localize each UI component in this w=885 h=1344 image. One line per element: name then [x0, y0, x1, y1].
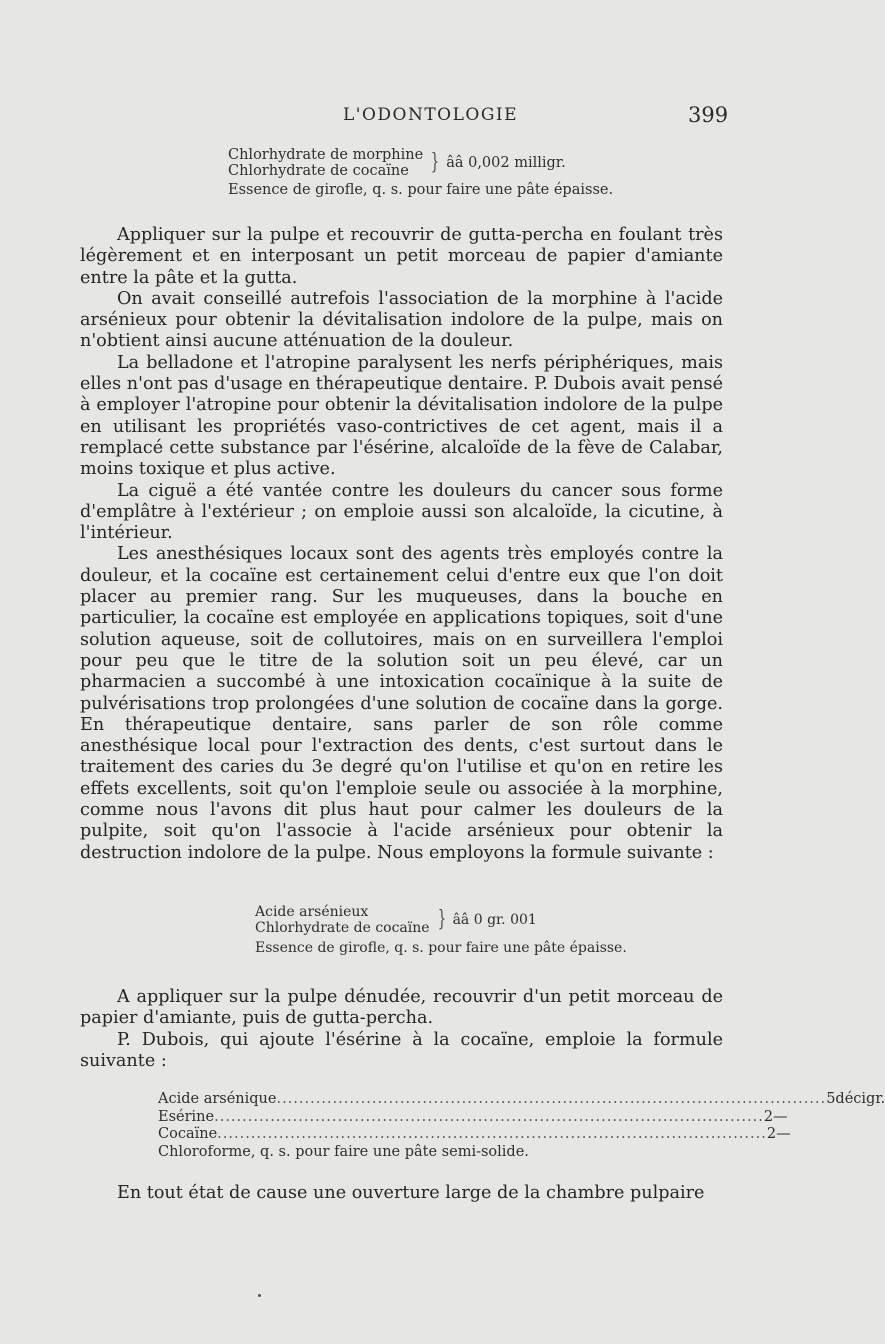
formula-instruction: Essence de girofle, q. s. pour faire une pâte épaisse.: [255, 940, 627, 956]
recipe-unit: —: [776, 1126, 791, 1142]
formula-ingredient: Chlorhydrate de morphine: [228, 147, 424, 163]
formula-instruction: Essence de girofle, q. s. pour faire une pâte épaisse.: [228, 182, 614, 198]
paper-speck: [258, 1294, 261, 1297]
brace-glyph: }: [437, 907, 446, 932]
page-header: [0, 103, 800, 133]
closing-line: En tout état de cause une ouverture large de la chambre pulpaire: [117, 1183, 705, 1203]
body-text: [80, 225, 723, 864]
recipe-row: [158, 1126, 791, 1144]
paragraph: La ciguë a été vantée contre les douleurs du cancer sous forme d'emplâtre à l'extérieur ; on emploie aussi son alcaloïde, la cicutine, à l'intérieur.: [80, 480, 723, 544]
formula-arsenic-cocaine: [255, 904, 627, 956]
recipe-unit: —: [773, 1108, 788, 1125]
leader-dots: ..................................................................................................: [276, 1091, 827, 1107]
running-title: L'ODONTOLOGIE: [343, 105, 519, 125]
recipe-quantity: 5: [826, 1091, 836, 1107]
leader-dots: ..................................................................................................: [217, 1126, 767, 1142]
paragraph: Appliquer sur la pulpe et recouvrir de gutta-percha en foulant très légèrement et en interposant un petit morceau de papier d'amiante entre la pâte et la gutta.: [80, 225, 723, 288]
recipe-list: [158, 1091, 885, 1161]
brace-glyph: }: [431, 150, 440, 175]
recipe-quantity: 2: [763, 1108, 774, 1125]
formula-ingredient: Chlorhydrate de cocaïne: [255, 920, 430, 936]
recipe-quantity: 2: [766, 1126, 777, 1142]
recipe-row: [158, 1091, 885, 1109]
recipe-row: [158, 1108, 788, 1127]
paragraph: La belladone et l'atropine paralysent les nerfs périphériques, mais elles n'ont pas d'usage en thérapeutique dentaire. P. Dubois avait pensé à employer l'atropine pour obtenir la dévitalisation indolore de la pulpe en utilisant les propriétés vaso-contrictives de cet agent, mais il a remplacé cette substance par l'ésérine, alcaloïde de la fève de Calabar, moins toxique et plus active.: [80, 352, 723, 480]
recipe-unit: décigr.: [835, 1091, 885, 1107]
recipe-ingredient: Acide arsénique: [158, 1091, 277, 1107]
paragraph: On avait conseillé autrefois l'association de la morphine à l'acide arsénieux pour obtenir la dévitalisation indolore de la pulpe, mais on n'obtient ainsi aucune atténuation de la douleur.: [80, 288, 723, 352]
formula-ingredient: Chlorhydrate de cocaïne: [228, 163, 409, 179]
leader-dots: ..................................................................................................: [214, 1108, 764, 1125]
recipe-ingredient: Cocaïne: [158, 1126, 218, 1142]
paragraph: Les anesthésiques locaux sont des agents très employés contre la douleur, et la cocaïne est certainement celui d'entre eux que l'on doit placer au premier rang. Sur les muqueuses, dans la bouche en particulier, la cocaïne est employée en applications topiques, soit d'une solution aqueuse, soit de collutoires, mais on en surveillera l'emploi pour peu que le titre de la solution soit un peu élevé, car un pharmacien a succombé à une intoxication cocaïnique à la suite de pulvérisations trop prolongées d'une solution de cocaïne dans la gorge. En thérapeutique dentaire, sans parler de son rôle comme anesthésique local pour l'extraction des dents, c'est surtout dans le traitement des caries du 3e degré qu'on l'utilise et qu'on en retire les effets excellents, soit qu'on l'emploie seule ou associée à la morphine, comme nous l'avons dit plus haut pour calmer les douleurs de la pulpite, soit qu'on l'associe à l'acide arsénieux pour obtenir la destruction indolore de la pulpe. Nous employons la formule suivante :: [80, 544, 723, 863]
recipe-ingredient: Esérine: [158, 1108, 215, 1125]
formula-ingredient: Acide arsénieux: [255, 904, 369, 920]
paragraph: P. Dubois, qui ajoute l'ésérine à la cocaïne, emploie la formule suivante :: [80, 1029, 723, 1071]
formula-morphine-cocaine: [228, 147, 613, 198]
recipe-instruction: Chloroforme, q. s. pour faire une pâte semi-solide.: [158, 1143, 529, 1160]
page-number: 399: [688, 103, 729, 127]
formula-dose: ââ 0 gr. 001: [452, 912, 537, 928]
body-text-continued: [80, 987, 723, 1072]
formula-dose: ââ 0,002 milligr.: [446, 155, 566, 171]
paragraph: A appliquer sur la pulpe dénudée, recouvrir d'un petit morceau de papier d'amiante, puis de gutta-percha.: [80, 987, 723, 1029]
